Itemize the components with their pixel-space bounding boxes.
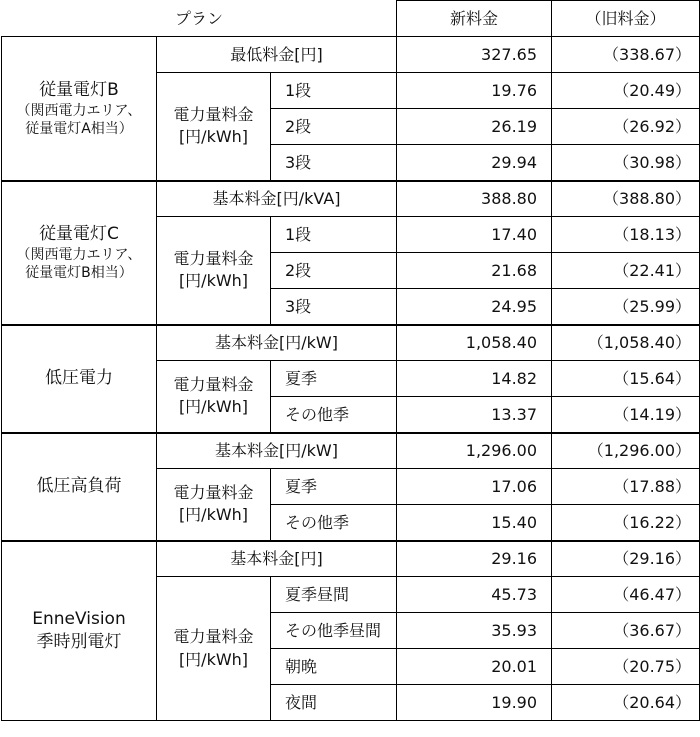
- old-rate-value: （18.13）: [552, 217, 700, 253]
- tier-label: 夏季: [271, 361, 397, 397]
- old-rate-value: （20.75）: [552, 649, 700, 685]
- old-rate-value: （36.67）: [552, 613, 700, 649]
- energy-charge-unit: [円/kWh]: [178, 505, 249, 525]
- header-old-rate: （旧料金）: [552, 1, 700, 37]
- old-rate-value: （29.16）: [552, 541, 700, 577]
- tier-label: 夜間: [271, 685, 397, 721]
- tier-label: 2段: [271, 109, 397, 145]
- old-rate-value: （15.64）: [552, 361, 700, 397]
- tier-label: 2段: [271, 253, 397, 289]
- new-rate-value: 35.93: [397, 613, 552, 649]
- energy-charge-label-line: 電力量料金: [173, 104, 254, 124]
- plan-name: EnneVision: [32, 608, 126, 629]
- tier-label: 3段: [271, 145, 397, 181]
- old-rate-value: （30.98）: [552, 145, 700, 181]
- tier-label: 朝晩: [271, 649, 397, 685]
- old-rate-value: （338.67）: [552, 37, 700, 73]
- old-rate-value: （1,296.00）: [552, 433, 700, 469]
- tier-label: その他季: [271, 397, 397, 433]
- old-rate-value: （22.41）: [552, 253, 700, 289]
- new-rate-value: 45.73: [397, 577, 552, 613]
- energy-charge-label: [157, 469, 271, 541]
- plan-cell: [2, 433, 157, 541]
- new-rate-value: 388.80: [397, 181, 552, 217]
- plan-subtitle: 従量電灯B相当）: [25, 264, 133, 281]
- energy-charge-label-line: 電力量料金: [173, 627, 254, 647]
- energy-charge-unit: [円/kWh]: [178, 649, 249, 669]
- plan-name: 低圧高負荷: [36, 476, 122, 497]
- new-rate-value: 19.76: [397, 73, 552, 109]
- plan-cell: [2, 181, 157, 325]
- old-rate-value: （1,058.40）: [552, 325, 700, 361]
- plan-cell: [2, 325, 157, 433]
- new-rate-value: 1,058.40: [397, 325, 552, 361]
- old-rate-value: （20.64）: [552, 685, 700, 721]
- table-row: [2, 433, 700, 469]
- plan-name: 従量電灯C: [39, 223, 119, 244]
- old-rate-value: （17.88）: [552, 469, 700, 505]
- table-row: [2, 541, 700, 577]
- old-rate-value: （46.47）: [552, 577, 700, 613]
- old-rate-value: （16.22）: [552, 505, 700, 541]
- energy-charge-label: [157, 577, 271, 721]
- old-rate-value: （14.19）: [552, 397, 700, 433]
- old-rate-value: （26.92）: [552, 109, 700, 145]
- old-rate-value: （20.49）: [552, 73, 700, 109]
- new-rate-value: 14.82: [397, 361, 552, 397]
- new-rate-value: 29.94: [397, 145, 552, 181]
- new-rate-value: 24.95: [397, 289, 552, 325]
- tier-label: その他季: [271, 505, 397, 541]
- new-rate-value: 1,296.00: [397, 433, 552, 469]
- plan-name: 低圧電力: [45, 368, 113, 389]
- energy-charge-unit: [円/kWh]: [178, 397, 249, 417]
- base-charge-label: 基本料金[円/kVA]: [157, 181, 397, 217]
- energy-charge-unit: [円/kWh]: [178, 271, 249, 291]
- tier-label: 1段: [271, 73, 397, 109]
- energy-charge-label-line: 電力量料金: [173, 374, 254, 394]
- plan-cell: [2, 37, 157, 181]
- header-new-rate: 新料金: [397, 1, 552, 37]
- new-rate-value: 20.01: [397, 649, 552, 685]
- old-rate-value: （388.80）: [552, 181, 700, 217]
- header-plan: プラン: [2, 1, 397, 37]
- base-charge-label: 基本料金[円]: [157, 541, 397, 577]
- tier-label: 1段: [271, 217, 397, 253]
- energy-charge-unit: [円/kWh]: [178, 127, 249, 147]
- plan-subtitle: （関西電力エリア、: [16, 246, 142, 263]
- table-header-row: [2, 1, 700, 37]
- new-rate-value: 29.16: [397, 541, 552, 577]
- new-rate-value: 21.68: [397, 253, 552, 289]
- new-rate-value: 19.90: [397, 685, 552, 721]
- new-rate-value: 15.40: [397, 505, 552, 541]
- table-row: [2, 181, 700, 217]
- rate-table: [1, 0, 700, 721]
- tier-label: 夏季昼間: [271, 577, 397, 613]
- base-charge-label: 基本料金[円/kW]: [157, 325, 397, 361]
- tier-label: 夏季: [271, 469, 397, 505]
- plan-name: 従量電灯B: [39, 79, 119, 100]
- new-rate-value: 327.65: [397, 37, 552, 73]
- new-rate-value: 26.19: [397, 109, 552, 145]
- new-rate-value: 13.37: [397, 397, 552, 433]
- plan-name: 季時別電灯: [36, 631, 122, 652]
- tier-label: その他季昼間: [271, 613, 397, 649]
- new-rate-value: 17.06: [397, 469, 552, 505]
- tier-label: 3段: [271, 289, 397, 325]
- energy-charge-label-line: 電力量料金: [173, 482, 254, 502]
- table-row: [2, 325, 700, 361]
- base-charge-label: 最低料金[円]: [157, 37, 397, 73]
- new-rate-value: 17.40: [397, 217, 552, 253]
- table-row: [2, 37, 700, 73]
- energy-charge-label: [157, 73, 271, 181]
- old-rate-value: （25.99）: [552, 289, 700, 325]
- plan-subtitle: 従量電灯A相当）: [25, 120, 133, 137]
- base-charge-label: 基本料金[円/kW]: [157, 433, 397, 469]
- plan-cell: [2, 541, 157, 721]
- plan-subtitle: （関西電力エリア、: [16, 102, 142, 119]
- energy-charge-label: [157, 217, 271, 325]
- energy-charge-label-line: 電力量料金: [173, 248, 254, 268]
- energy-charge-label: [157, 361, 271, 433]
